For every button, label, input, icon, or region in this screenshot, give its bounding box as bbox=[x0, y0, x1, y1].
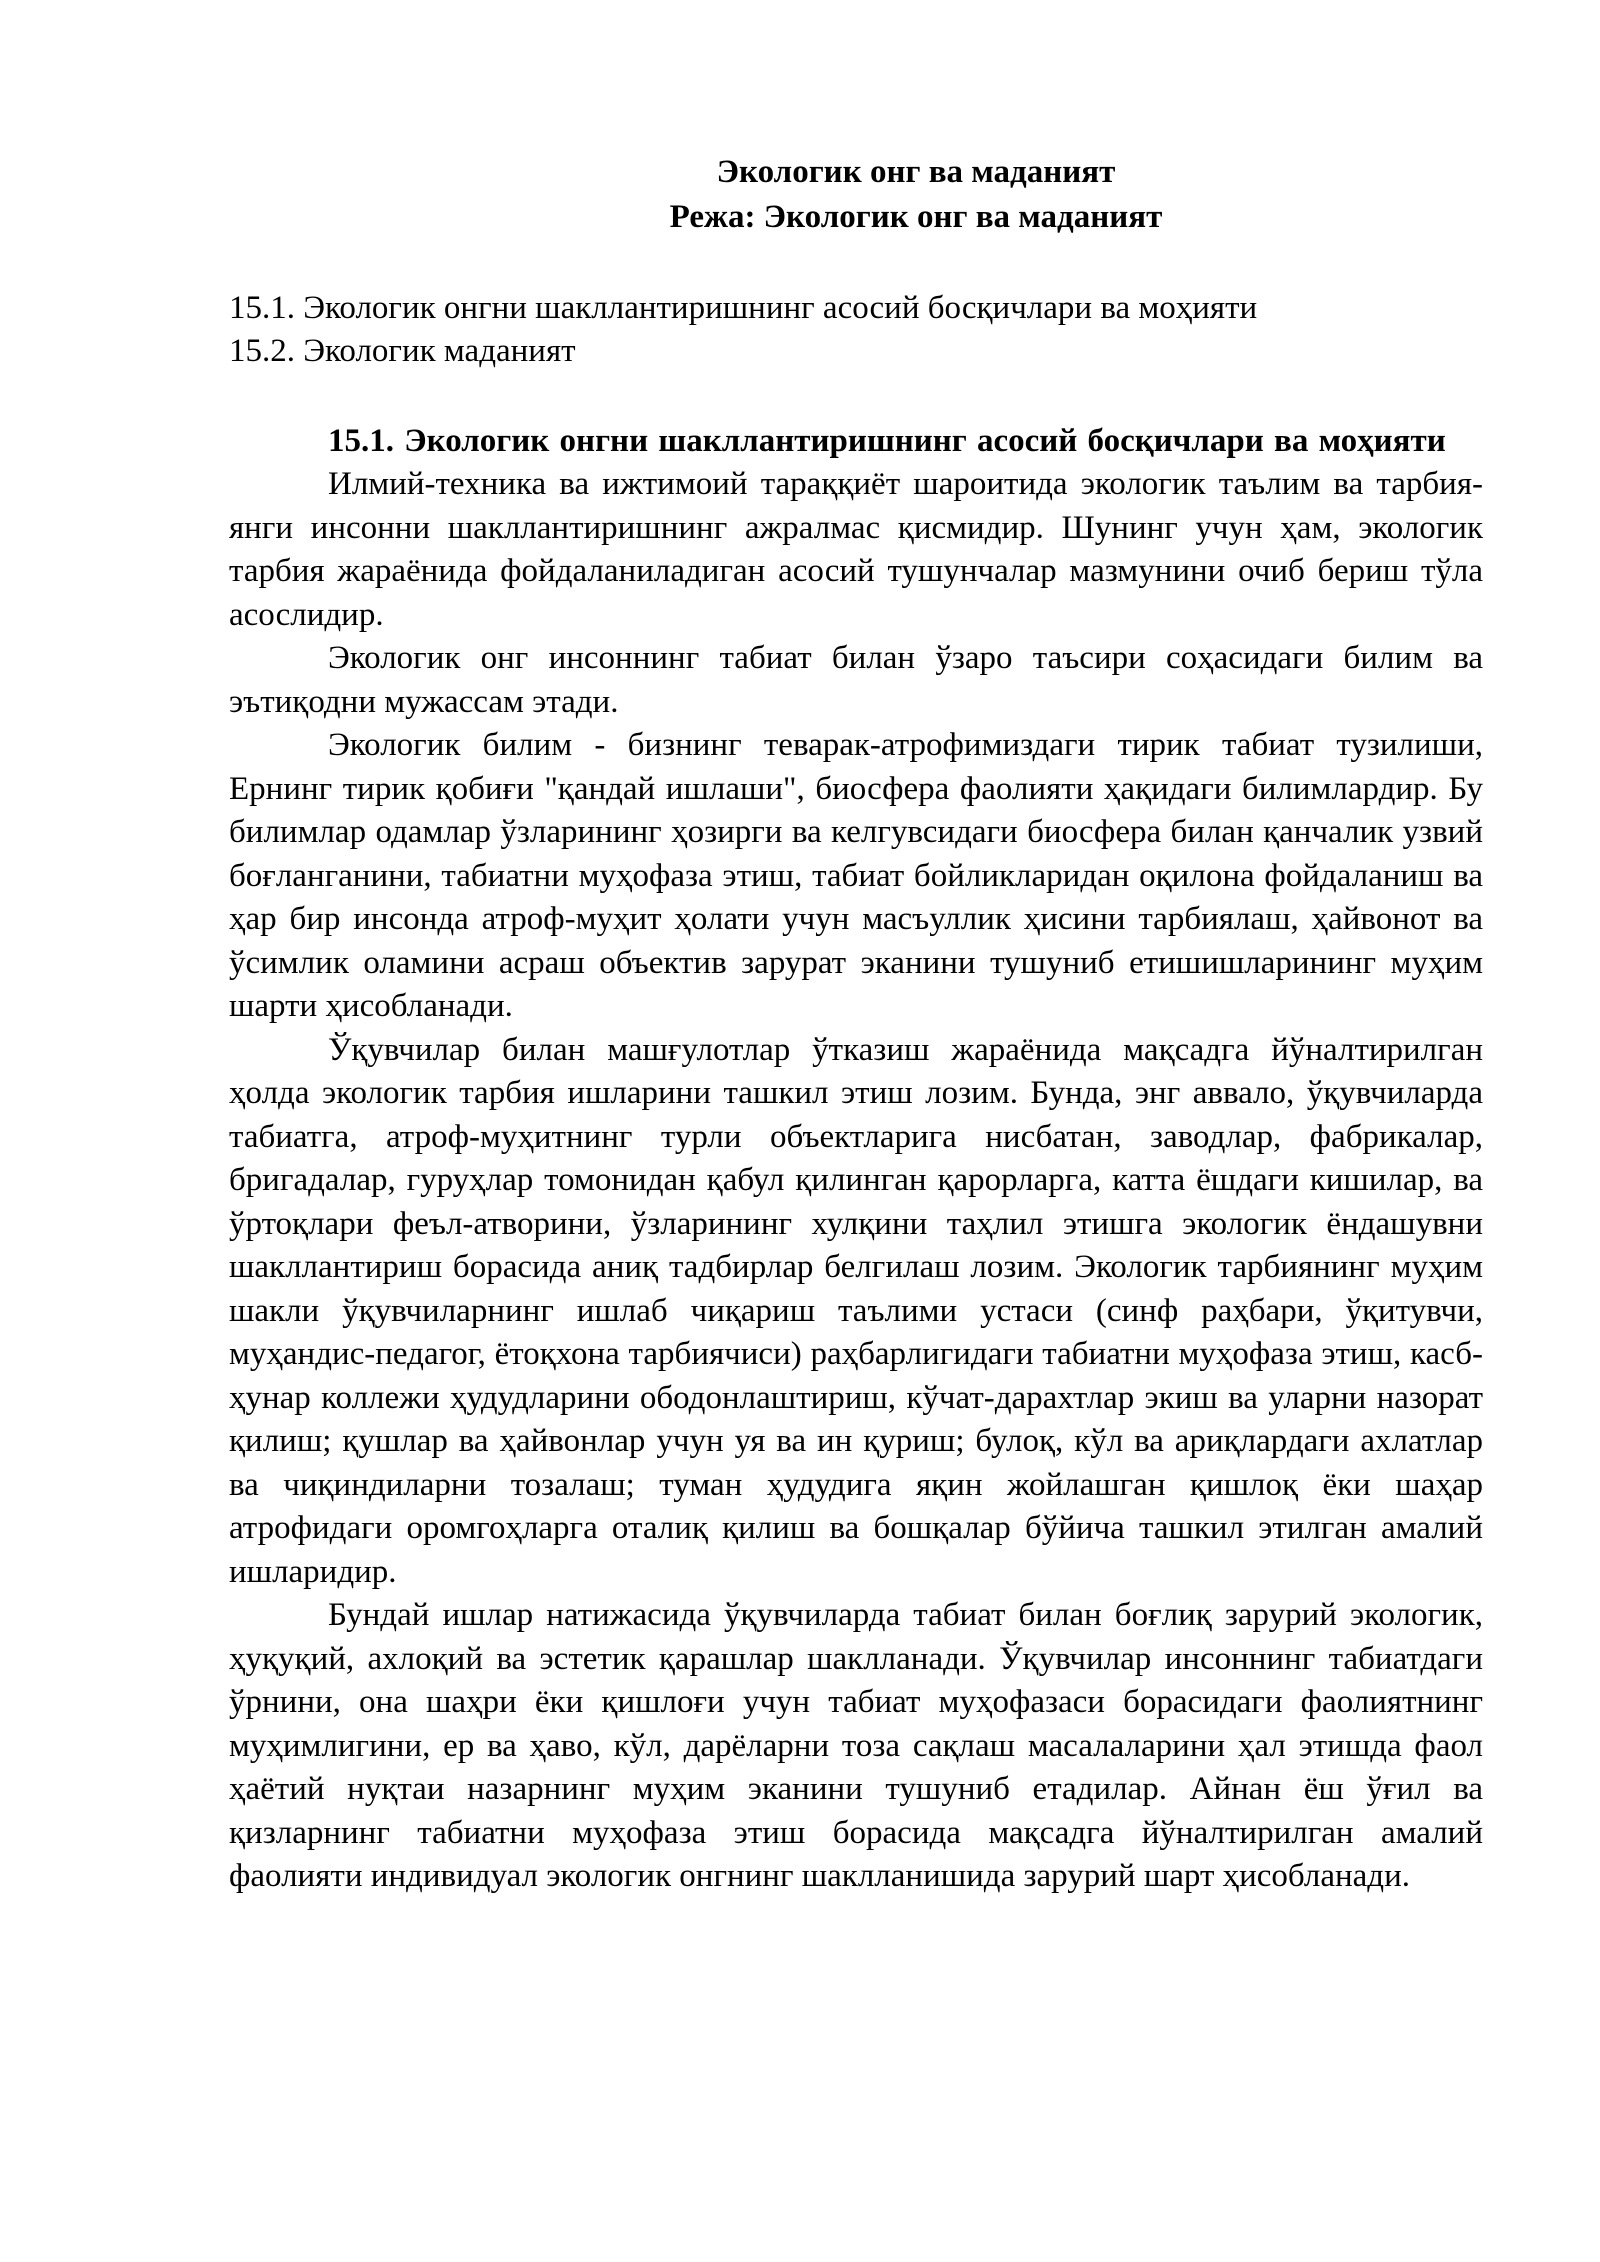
title-block bbox=[349, 150, 1483, 240]
plan-title: Режа: Экологик онг ва маданият bbox=[669, 199, 1163, 235]
table-of-contents bbox=[229, 287, 1483, 373]
toc-item: 15.1. Экологик онгни шакллантиришнинг асосий босқичлари ва моҳияти bbox=[229, 290, 1258, 326]
document-title: Экологик онг ва маданият bbox=[716, 154, 1116, 190]
paragraph: Экологик билим - бизнинг теварак-атрофимиздаги тирик табиат тузилиши, Ернинг тирик қобиғи "қандай ишлаши", биосфера фаолияти ҳақидаги билимлардир. Бу билимлар одамлар ўзларининг ҳозирги ва келгувсидаги биосфера билан қанчалик узвий боғланганини, табиатни муҳофаза этиш, табиат бойликларидан оқилона фойдаланиш ва ҳар бир инсонда атроф-муҳит ҳолати учун масъуллик ҳисини тарбиялаш, ҳайвонот ва ўсимлик оламини асраш объектив зарурат эканини тушуниб етишишларининг муҳим шарти ҳисобланади. bbox=[229, 727, 1483, 1024]
paragraph: Бундай ишлар натижасида ўқувчиларда табиат билан боғлиқ зарурий экологик, ҳуқуқий, ахлоқий ва эстетик қарашлар шаклланади. Ўқувчилар инсоннинг табиатдаги ўрнини, она шаҳри ёки қишлоғи учун табиат муҳофазаси борасидаги фаолиятнинг муҳимлигини, ер ва ҳаво, кўл, дарёларни тоза сақлаш масалаларини ҳал этишда фаол ҳаётий нуқтаи назарнинг муҳим эканини тушуниб етадилар. Айнан ёш ўғил ва қизларнинг табиатни муҳофаза этиш борасида мақсадга йўналтирилган амалий фаолияти индивидуал экологик онгнинг шаклланишида зарурий шарт ҳисобланади. bbox=[229, 1597, 1483, 1894]
paragraph: Илмий-техника ва ижтимоий тараққиёт шароитида экологик таълим ва тарбия-янги инсонни шакллантиришнинг ажралмас қисмидир. Шунинг учун ҳам, экологик тарбия жараёнида фойдаланиладиган асосий тушунчалар мазмунини очиб бериш тўла асослидир. bbox=[229, 466, 1483, 633]
toc-item: 15.2. Экологик маданият bbox=[229, 333, 576, 369]
document-body bbox=[229, 150, 1483, 1899]
paragraph: Экологик онг инсоннинг табиат билан ўзаро таъсири соҳасидаги билим ва эътиқодни мужассам этади. bbox=[229, 640, 1483, 720]
section-heading: 15.1. Экологик онгни шакллантиришнинг асосий босқичлари ва моҳияти bbox=[328, 423, 1446, 459]
paragraph: Ўқувчилар билан машғулотлар ўтказиш жараёнида мақсадга йўналтирилган ҳолда экологик тарбия ишларини ташкил этиш лозим. Бунда, энг аввало, ўқувчиларда табиатга, атроф-муҳитнинг турли объектларига нисбатан, заводлар, фабрикалар, бригадалар, гуруҳлар томонидан қабул қилинган қарорларга, катта ёшдаги кишилар, ва ўртоқлари феъл-атворини, ўзларининг хулқини таҳлил этишга экологик ёндашувни шакллантириш борасида аниқ тадбирлар белгилаш лозим. Экологик тарбиянинг муҳим шакли ўқувчиларнинг ишлаб чиқариш таълими устаси (синф раҳбари, ўқитувчи, муҳандис-педагог, ётоқхона тарбиячиси) раҳбарлигидаги табиатни муҳофаза этиш, касб-ҳунар коллежи ҳудудларини ободонлаштириш, кўчат-дарахтлар экиш ва уларни назорат қилиш; қушлар ва ҳайвонлар учун уя ва ин қуриш; булоқ, кўл ва ариқлардаги ахлатлар ва чиқиндиларни тозалаш; туман ҳудудига яқин жойлашган қишлоқ ёки шаҳар атрофидаги оромгоҳларга оталиқ қилиш ва бошқалар бўйича ташкил этилган амалий ишларидир. bbox=[229, 1031, 1483, 1590]
